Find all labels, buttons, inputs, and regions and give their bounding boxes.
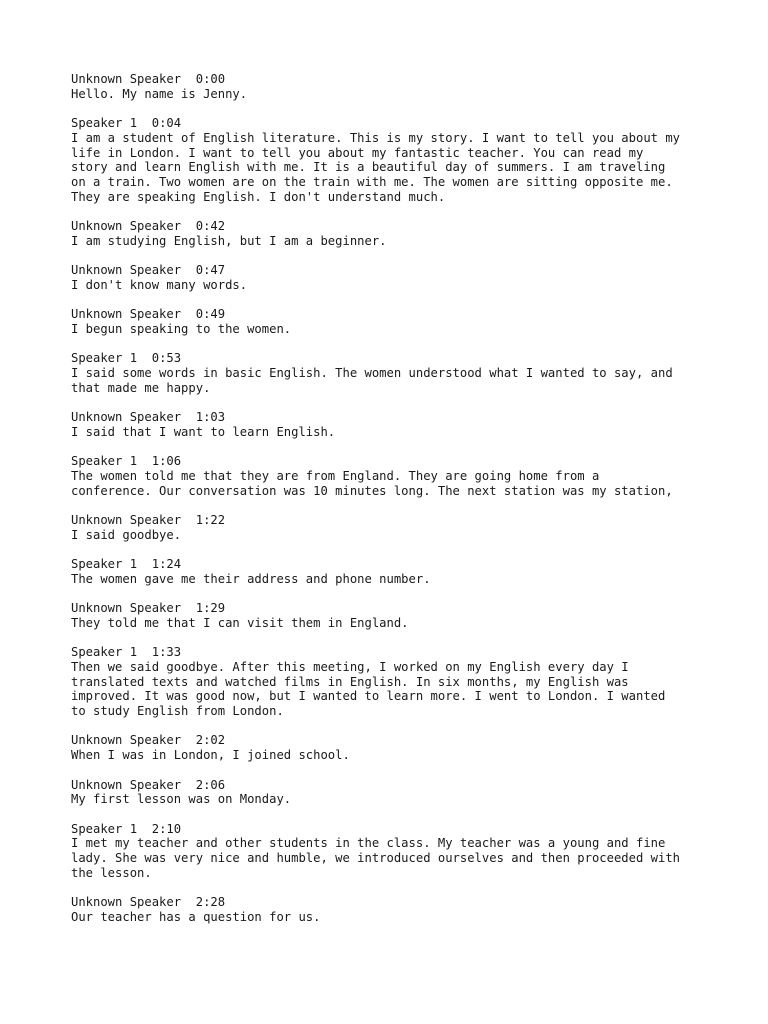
speaker-header <box>71 410 711 425</box>
utterance-line: Our teacher has a question for us. <box>71 909 321 924</box>
transcript-page <box>71 72 711 939</box>
speaker-time-gap <box>181 778 196 792</box>
utterance-line: My first lesson was on Monday. <box>71 792 292 807</box>
utterance-line: translated texts and watched films in English. In six months, my English was <box>71 674 629 689</box>
timestamp: 0:04 <box>151 116 182 131</box>
transcript-entry <box>71 307 711 336</box>
utterance-line: life in London. I want to tell you about my fantastic teacher. You can read my <box>71 145 644 160</box>
speaker-time-gap <box>137 557 152 571</box>
utterance-line: conference. Our conversation was 10 minutes long. The next station was my station, <box>71 483 673 498</box>
utterance-line: I am a student of English literature. This is my story. I want to tell you about my <box>71 130 681 145</box>
transcript-entry <box>71 72 711 101</box>
speaker-name: Unknown Speaker <box>71 512 182 527</box>
speaker-time-gap <box>181 895 196 909</box>
speaker-name: Speaker 1 <box>71 557 138 572</box>
speaker-header <box>71 733 711 748</box>
timestamp: 1:03 <box>195 410 226 425</box>
timestamp: 1:29 <box>195 601 226 616</box>
speaker-name: Speaker 1 <box>71 454 138 469</box>
transcript-entry <box>71 557 711 586</box>
transcript-entry <box>71 351 711 395</box>
transcript-entry <box>71 454 711 498</box>
speaker-time-gap <box>137 351 152 365</box>
speaker-name: Unknown Speaker <box>71 307 182 322</box>
speaker-name: Speaker 1 <box>71 645 138 660</box>
utterance-line: story and learn English with me. It is a beautiful day of summers. I am traveling <box>71 160 666 175</box>
timestamp: 0:47 <box>195 263 226 278</box>
utterance-line: that made me happy. <box>71 380 211 395</box>
utterance-line: I am studying English, but I am a beginner. <box>71 233 387 248</box>
timestamp: 0:53 <box>151 351 182 366</box>
speaker-name: Speaker 1 <box>71 116 138 131</box>
utterance-line: The women told me that they are from England. They are going home from a <box>71 468 600 483</box>
speaker-time-gap <box>181 733 196 747</box>
speaker-time-gap <box>137 822 152 836</box>
timestamp: 2:02 <box>195 733 226 748</box>
transcript-entry <box>71 733 711 762</box>
speaker-time-gap <box>137 116 152 130</box>
speaker-header <box>71 895 711 910</box>
speaker-header <box>71 219 711 234</box>
utterance-line: I met my teacher and other students in the class. My teacher was a young and fine <box>71 836 666 851</box>
speaker-header <box>71 116 711 131</box>
speaker-time-gap <box>137 645 152 659</box>
speaker-name: Unknown Speaker <box>71 895 182 910</box>
transcript-entry <box>71 822 711 881</box>
utterance-line: Then we said goodbye. After this meeting, I worked on my English every day I <box>71 659 629 674</box>
utterance-line: I said that I want to learn English. <box>71 424 336 439</box>
speaker-name: Unknown Speaker <box>71 733 182 748</box>
utterance-line: improved. It was good now, but I wanted to learn more. I went to London. I wanted <box>71 689 666 704</box>
utterance-line: I begun speaking to the women. <box>71 321 292 336</box>
utterance-line: Hello. My name is Jenny. <box>71 86 248 101</box>
utterance-line: the lesson. <box>71 865 152 880</box>
speaker-name: Speaker 1 <box>71 821 138 836</box>
speaker-time-gap <box>181 601 196 615</box>
timestamp: 1:22 <box>195 512 226 527</box>
speaker-header <box>71 72 711 87</box>
timestamp: 2:28 <box>195 895 226 910</box>
utterance-line: on a train. Two women are on the train with me. The women are sitting opposite me. <box>71 174 673 189</box>
speaker-name: Unknown Speaker <box>71 263 182 278</box>
speaker-time-gap <box>181 263 196 277</box>
speaker-header <box>71 645 711 660</box>
speaker-header <box>71 263 711 278</box>
speaker-header <box>71 822 711 837</box>
speaker-name: Unknown Speaker <box>71 777 182 792</box>
utterance-line: They are speaking English. I don't understand much. <box>71 189 446 204</box>
utterance-line: I don't know many words. <box>71 277 248 292</box>
timestamp: 2:10 <box>151 821 182 836</box>
timestamp: 0:49 <box>195 307 226 322</box>
speaker-header <box>71 307 711 322</box>
transcript-entry <box>71 263 711 292</box>
utterance-line: to study English from London. <box>71 704 284 719</box>
speaker-name: Unknown Speaker <box>71 219 182 233</box>
speaker-name: Unknown Speaker <box>71 72 182 86</box>
speaker-header <box>71 454 711 469</box>
timestamp: 1:06 <box>151 454 182 469</box>
utterance-line: I said goodbye. <box>71 527 182 542</box>
transcript-entry <box>71 513 711 542</box>
timestamp: 1:33 <box>151 645 182 660</box>
speaker-time-gap <box>181 307 196 321</box>
transcript-entry <box>71 778 711 807</box>
utterance-line: lady. She was very nice and humble, we introduced ourselves and then proceeded with <box>71 851 681 866</box>
utterance-line: The women gave me their address and phone number. <box>71 571 431 586</box>
speaker-name: Speaker 1 <box>71 351 138 366</box>
speaker-time-gap <box>181 72 196 86</box>
timestamp: 0:42 <box>195 219 226 233</box>
speaker-time-gap <box>181 513 196 527</box>
transcript-entry <box>71 601 711 630</box>
utterance-line: I said some words in basic English. The women understood what I wanted to say, and <box>71 365 673 380</box>
transcript-entry <box>71 410 711 439</box>
speaker-time-gap <box>181 410 196 424</box>
timestamp: 0:00 <box>195 72 226 86</box>
speaker-header <box>71 557 711 572</box>
speaker-header <box>71 601 711 616</box>
speaker-name: Unknown Speaker <box>71 410 182 425</box>
transcript-entry <box>71 116 711 204</box>
speaker-time-gap <box>137 454 152 468</box>
transcript-entry <box>71 219 711 248</box>
transcript-entry <box>71 645 711 719</box>
speaker-name: Unknown Speaker <box>71 601 182 616</box>
speaker-header <box>71 513 711 528</box>
utterance-line: They told me that I can visit them in England. <box>71 615 409 630</box>
timestamp: 1:24 <box>151 557 182 572</box>
speaker-header <box>71 778 711 793</box>
utterance-line: When I was in London, I joined school. <box>71 748 350 763</box>
speaker-time-gap <box>181 219 196 233</box>
timestamp: 2:06 <box>195 777 226 792</box>
transcript-entry <box>71 895 711 924</box>
speaker-header <box>71 351 711 366</box>
